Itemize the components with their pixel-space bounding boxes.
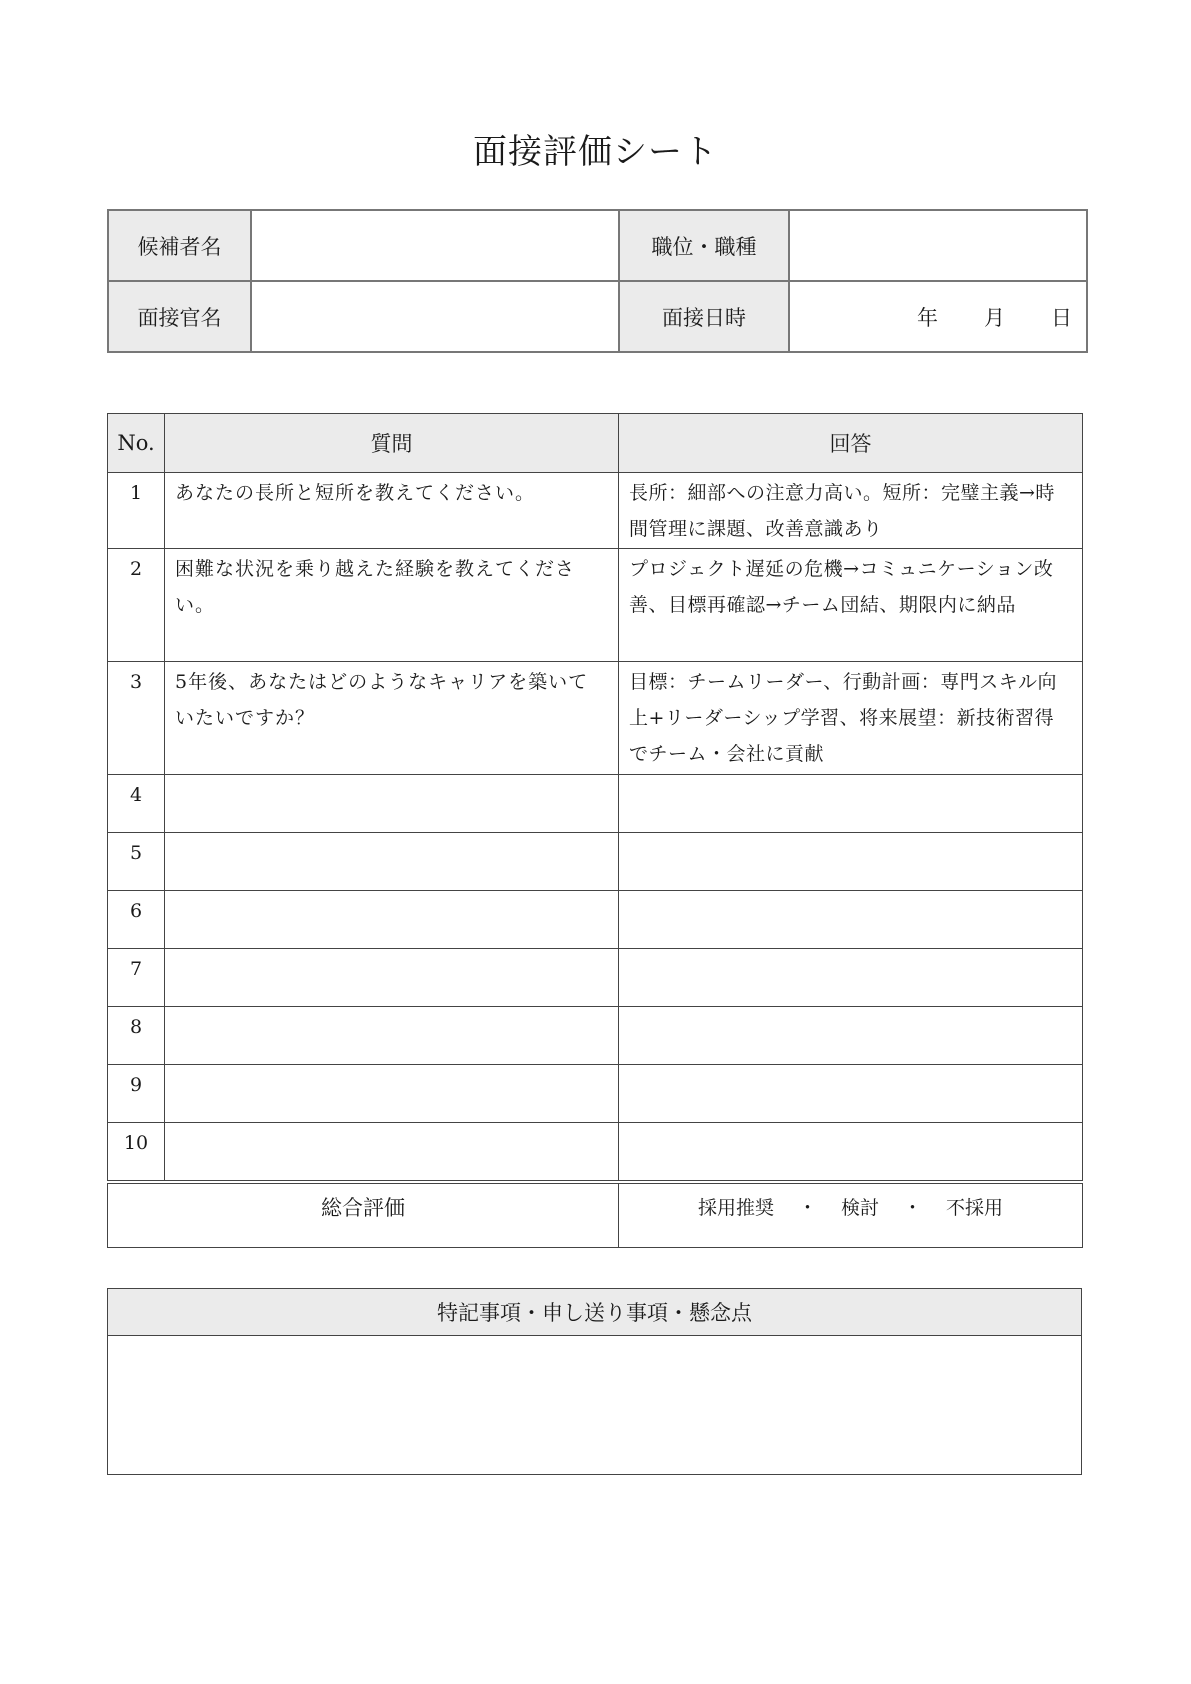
date-year-unit: 年 bbox=[917, 305, 938, 330]
option-consider[interactable]: 検討 bbox=[840, 1197, 879, 1219]
position-label: 職位・職種 bbox=[619, 210, 789, 281]
row-number: 7 bbox=[108, 949, 165, 1007]
table-row bbox=[108, 891, 1083, 949]
candidate-info-table bbox=[107, 209, 1088, 353]
row-number: 8 bbox=[108, 1007, 165, 1065]
answer-cell[interactable] bbox=[619, 949, 1083, 1007]
row-number: 10 bbox=[108, 1123, 165, 1183]
date-month-unit: 月 bbox=[984, 305, 1005, 330]
header-no: No. bbox=[108, 414, 165, 473]
table-row bbox=[108, 662, 1083, 775]
row-number: 4 bbox=[108, 775, 165, 833]
answer-cell[interactable] bbox=[619, 1065, 1083, 1123]
row-number: 5 bbox=[108, 833, 165, 891]
option-separator: ・ bbox=[903, 1197, 923, 1219]
answer-cell[interactable] bbox=[619, 891, 1083, 949]
answer-cell[interactable]: プロジェクト遅延の危機→コミュニケーション改善、目標再確認→チーム団結、期限内に納品 bbox=[619, 549, 1083, 662]
answer-cell[interactable]: 目標：チームリーダー、行動計画：専門スキル向上+リーダーシップ学習、将来展望：新技術習得でチーム・会社に貢献 bbox=[619, 662, 1083, 775]
interviewer-name-label: 面接官名 bbox=[108, 281, 251, 352]
interview-date-field[interactable] bbox=[789, 281, 1087, 352]
table-row bbox=[108, 1065, 1083, 1123]
row-number: 1 bbox=[108, 473, 165, 549]
header-answer: 回答 bbox=[619, 414, 1083, 473]
answer-cell[interactable] bbox=[619, 1007, 1083, 1065]
row-number: 3 bbox=[108, 662, 165, 775]
question-cell[interactable]: あなたの長所と短所を教えてください。 bbox=[165, 473, 619, 549]
table-row bbox=[108, 1123, 1083, 1183]
question-cell[interactable] bbox=[165, 949, 619, 1007]
candidate-name-label: 候補者名 bbox=[108, 210, 251, 281]
page-title: 面接評価シート bbox=[473, 132, 718, 172]
header-question: 質問 bbox=[165, 414, 619, 473]
row-number: 2 bbox=[108, 549, 165, 662]
table-row bbox=[108, 775, 1083, 833]
question-cell[interactable] bbox=[165, 775, 619, 833]
notes-table bbox=[107, 1288, 1082, 1475]
table-row bbox=[108, 1007, 1083, 1065]
table-row bbox=[108, 549, 1083, 662]
question-cell[interactable] bbox=[165, 1007, 619, 1065]
question-cell[interactable] bbox=[165, 891, 619, 949]
option-recommend-hire[interactable]: 採用推奨 bbox=[697, 1197, 774, 1219]
option-separator: ・ bbox=[797, 1197, 817, 1219]
table-row bbox=[108, 473, 1083, 549]
overall-evaluation-options bbox=[619, 1182, 1083, 1248]
question-cell[interactable]: 困難な状況を乗り越えた経験を教えてください。 bbox=[165, 549, 619, 662]
option-reject[interactable]: 不採用 bbox=[946, 1197, 1004, 1219]
position-field[interactable] bbox=[789, 210, 1087, 281]
row-number: 9 bbox=[108, 1065, 165, 1123]
question-cell[interactable] bbox=[165, 1065, 619, 1123]
answer-cell[interactable]: 長所：細部への注意力高い。短所：完璧主義→時間管理に課題、改善意識あり bbox=[619, 473, 1083, 549]
table-row bbox=[108, 833, 1083, 891]
question-cell[interactable] bbox=[165, 833, 619, 891]
answer-cell[interactable] bbox=[619, 1123, 1083, 1183]
question-cell[interactable]: 5年後、あなたはどのようなキャリアを築いていたいですか？ bbox=[165, 662, 619, 775]
interview-date-label: 面接日時 bbox=[619, 281, 789, 352]
overall-evaluation-row bbox=[108, 1182, 1083, 1248]
table-row bbox=[108, 949, 1083, 1007]
notes-field[interactable] bbox=[108, 1336, 1082, 1475]
candidate-name-field[interactable] bbox=[251, 210, 619, 281]
date-day-unit: 日 bbox=[1051, 305, 1072, 330]
overall-evaluation-label: 総合評価 bbox=[108, 1182, 619, 1248]
answer-cell[interactable] bbox=[619, 833, 1083, 891]
answer-cell[interactable] bbox=[619, 775, 1083, 833]
notes-header: 特記事項・申し送り事項・懸念点 bbox=[108, 1289, 1082, 1336]
row-number: 6 bbox=[108, 891, 165, 949]
interviewer-name-field[interactable] bbox=[251, 281, 619, 352]
qa-table bbox=[107, 413, 1083, 1248]
question-cell[interactable] bbox=[165, 1123, 619, 1183]
